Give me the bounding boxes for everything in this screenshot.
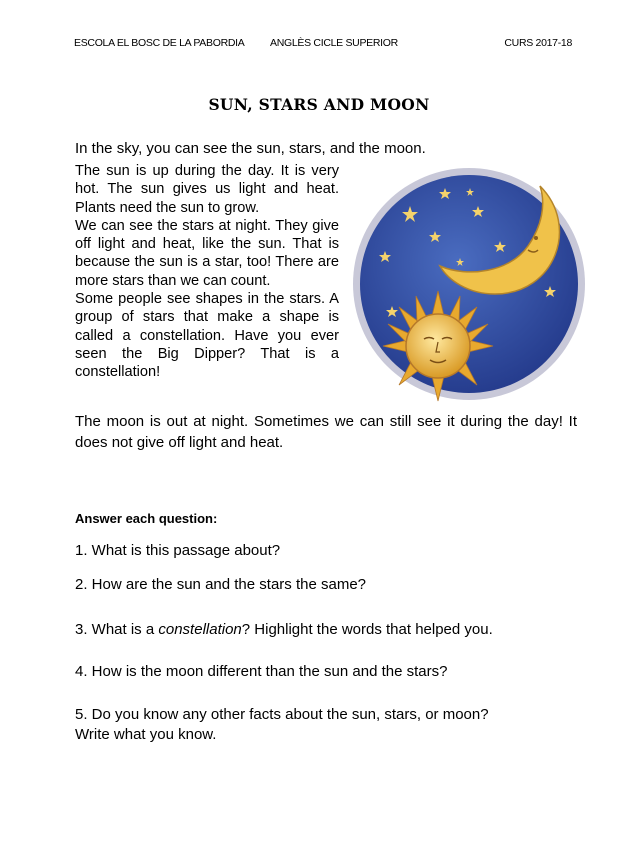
header-school: ESCOLA EL BOSC DE LA PABORDIA — [74, 37, 245, 49]
question-4: 4. How is the moon different than the sun and the stars? — [75, 663, 448, 680]
constellation-paragraph: Some people see shapes in the stars. A group of stars that make a shape is called a constellation. Have you ever seen the Big Dipper? That is a constellation! — [75, 291, 339, 381]
answer-heading: Answer each question: — [75, 511, 218, 526]
moon-paragraph: The moon is out at night. Sometimes we can still see it during the day! It does not give off light and heat. — [75, 413, 577, 451]
question-5-line-1: 5. Do you know any other facts about the sun, stars, or moon? — [75, 706, 489, 723]
question-3-start: 3. What is a — [75, 621, 159, 638]
header-subject: ANGLÈS CICLE SUPERIOR — [270, 37, 398, 49]
intro-text: In the sky, you can see the sun, stars, and the moon. — [75, 140, 426, 157]
question-3-term: constellation — [158, 621, 242, 638]
question-1: 1. What is this passage about? — [75, 542, 281, 559]
question-3 — [75, 620, 493, 640]
text-column — [75, 162, 339, 382]
question-5 — [75, 705, 489, 745]
question-3-end: ? Highlight the words that helped you. — [241, 621, 493, 638]
question-5-line-2: Write what you know. — [75, 726, 217, 743]
question-2: 2. How are the sun and the stars the same? — [75, 576, 366, 593]
page-title: SUN, STARS AND MOON — [208, 95, 430, 114]
sun-paragraph: The sun is up during the day. It is very hot. The sun gives us light and heat. Plants need the sun to grow. — [75, 163, 339, 216]
sun-face-icon — [383, 291, 493, 401]
sun-moon-illustration — [350, 166, 588, 402]
header-course: CURS 2017-18 — [504, 37, 572, 49]
stars-paragraph: We can see the stars at night. They give off light and heat, like the sun. That is because the sun is a star, too! There are more stars than we can count. — [75, 217, 339, 289]
